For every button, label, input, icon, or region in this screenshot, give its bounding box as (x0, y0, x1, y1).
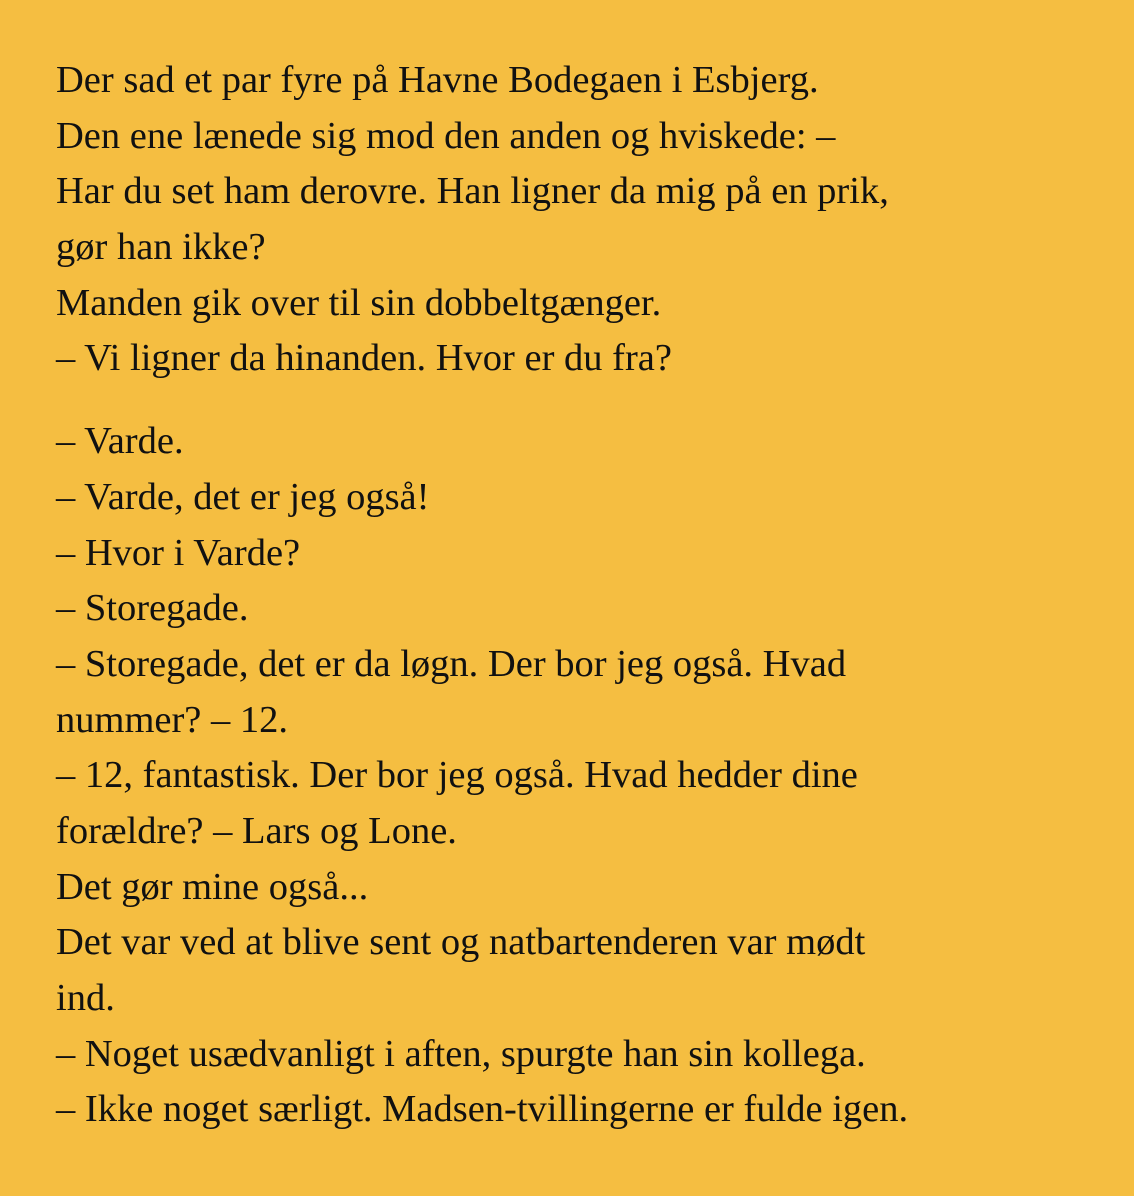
story-line: – Varde. (56, 420, 184, 463)
story-line: forældre? – Lars og Lone. (56, 809, 457, 852)
story-line: – Ikke noget særligt. Madsen-tvillingerne er fulde igen. (56, 1088, 909, 1131)
story-line: Det gør mine også... (56, 865, 369, 908)
story-line: nummer? – 12. (56, 698, 289, 741)
story-line: Har du set ham derovre. Han ligner da mig på en prik, (56, 170, 889, 213)
story-line: – 12, fantastisk. Der bor jeg også. Hvad hedder dine (56, 754, 858, 797)
story-line: gør han ikke? (56, 226, 266, 269)
story-text (56, 53, 1096, 1138)
story-line: – Hvor i Varde? (56, 531, 301, 574)
story-line: – Varde, det er jeg også! (56, 475, 430, 518)
story-line: – Vi ligner da hinanden. Hvor er du fra? (56, 337, 672, 380)
story-line: – Storegade, det er da løgn. Der bor jeg også. Hvad (56, 642, 847, 685)
story-line: ind. (56, 977, 115, 1019)
story-line: Det var ved at blive sent og natbartenderen var mødt (56, 921, 866, 964)
story-line: Manden gik over til sin dobbeltgænger. (56, 281, 662, 324)
story-line: Der sad et par fyre på Havne Bodegaen i Esbjerg. (56, 59, 819, 101)
story-line: – Storegade. (56, 587, 249, 630)
story-line: Den ene lænede sig mod den anden og hviskede: – (56, 114, 836, 157)
story-line: – Noget usædvanligt i aften, spurgte han sin kollega. (56, 1032, 866, 1075)
paragraph-gap (56, 387, 1096, 414)
